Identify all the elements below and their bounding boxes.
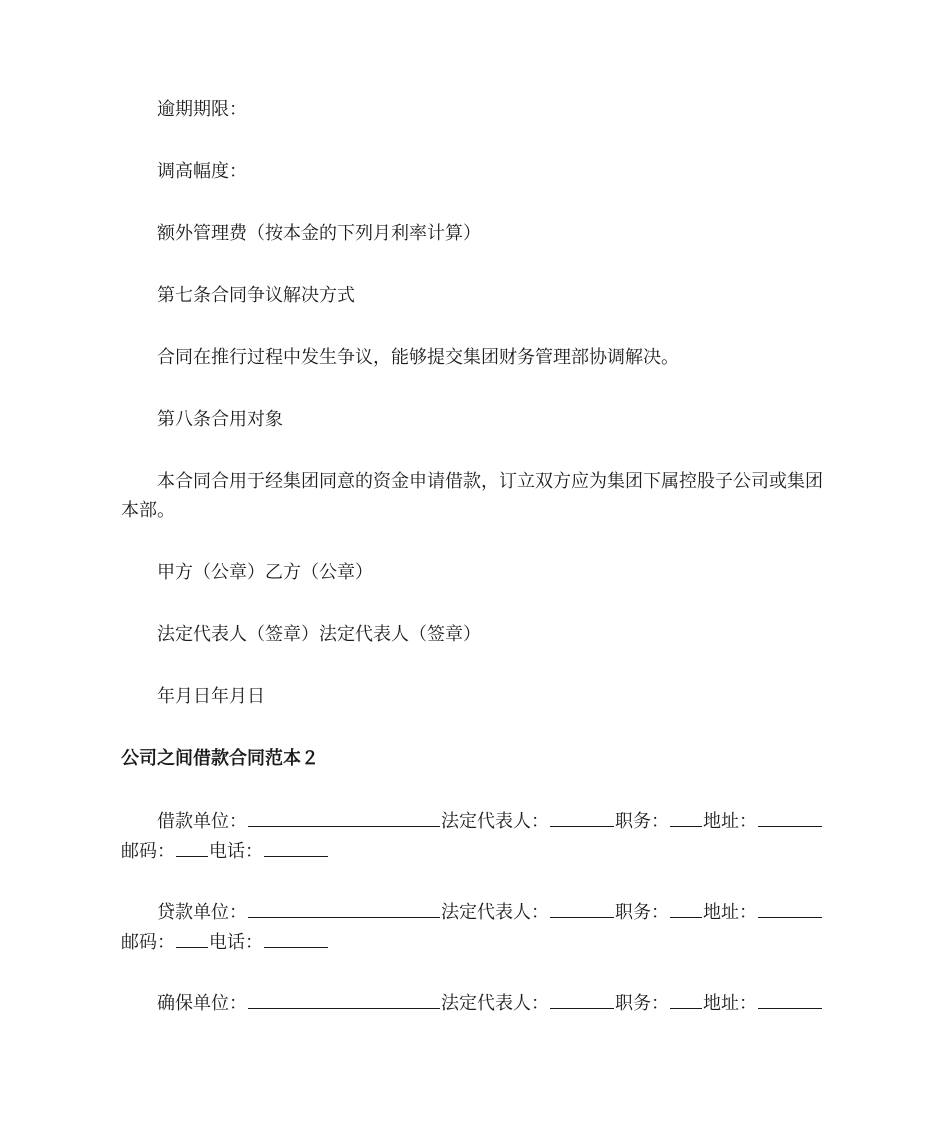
- party-seal-line: 甲方（公章）乙方（公章）: [157, 562, 373, 583]
- guarantor-rep-blank[interactable]: [550, 988, 614, 1009]
- guarantor-info-block: [121, 988, 841, 1018]
- lender-position-label: 职务：: [615, 902, 669, 923]
- borrower-unit-label: 借款单位：: [157, 811, 247, 832]
- date-line: 年月日年月日: [157, 686, 265, 707]
- lender-postcode-label: 邮码：: [121, 932, 175, 953]
- lender-unit-blank[interactable]: [248, 897, 440, 918]
- lender-rep-blank[interactable]: [550, 897, 614, 918]
- guarantor-address-label: 地址：: [703, 993, 757, 1014]
- article-seven-heading: 第七条合同争议解决方式: [157, 285, 355, 306]
- lender-info-block: [121, 897, 841, 957]
- lender-address-label: 地址：: [703, 902, 757, 923]
- article-eight-heading: 第八条合用对象: [157, 409, 283, 430]
- section-title: 公司之间借款合同范本２: [121, 748, 319, 769]
- lender-address-blank[interactable]: [758, 897, 822, 918]
- borrower-unit-blank[interactable]: [248, 806, 440, 827]
- guarantor-address-blank[interactable]: [758, 988, 822, 1009]
- borrower-postcode-label: 邮码：: [121, 841, 175, 862]
- overdue-period-text: 逾期期限：: [157, 99, 247, 120]
- guarantor-unit-blank[interactable]: [248, 988, 440, 1009]
- lender-rep-label: 法定代表人：: [441, 902, 549, 923]
- borrower-phone-label: 电话：: [209, 841, 263, 862]
- borrower-info-block: [121, 806, 841, 866]
- extra-fee-text: 额外管理费（按本金的下列月利率计算）: [157, 223, 481, 244]
- guarantor-rep-label: 法定代表人：: [441, 993, 549, 1014]
- borrower-postcode-blank[interactable]: [176, 836, 208, 857]
- borrower-position-label: 职务：: [615, 811, 669, 832]
- applicable-scope-text: 本合同合用于经集团同意的资金申请借款，订立双方应为集团下属控股子公司或集团本部。: [121, 471, 823, 521]
- lender-phone-blank[interactable]: [264, 927, 328, 948]
- borrower-phone-blank[interactable]: [264, 836, 328, 857]
- representative-signature-line: 法定代表人（签章）法定代表人（签章）: [157, 624, 481, 645]
- dispute-resolution-text: 合同在推行过程中发生争议，能够提交集团财务管理部协调解决。: [157, 347, 679, 368]
- borrower-rep-label: 法定代表人：: [441, 811, 549, 832]
- guarantor-position-label: 职务：: [615, 993, 669, 1014]
- lender-phone-label: 电话：: [209, 932, 263, 953]
- guarantor-unit-label: 确保单位：: [157, 993, 247, 1014]
- borrower-rep-blank[interactable]: [550, 806, 614, 827]
- lender-unit-label: 贷款单位：: [157, 902, 247, 923]
- borrower-address-label: 地址：: [703, 811, 757, 832]
- increase-range-text: 调高幅度：: [157, 161, 247, 182]
- guarantor-position-blank[interactable]: [670, 988, 702, 1009]
- lender-postcode-blank[interactable]: [176, 927, 208, 948]
- borrower-address-blank[interactable]: [758, 806, 822, 827]
- borrower-position-blank[interactable]: [670, 806, 702, 827]
- lender-position-blank[interactable]: [670, 897, 702, 918]
